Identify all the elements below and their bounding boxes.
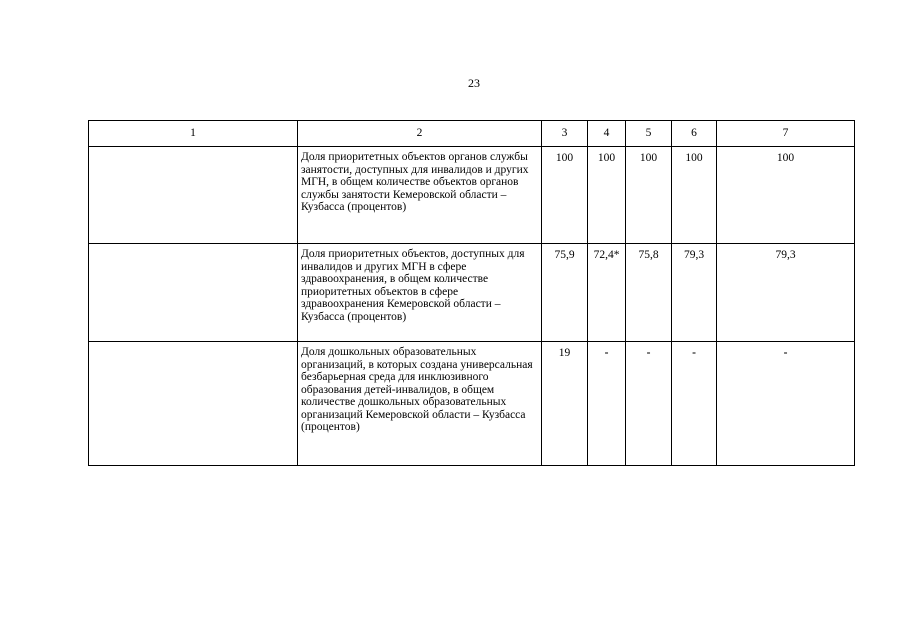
row-label-cell: [89, 147, 298, 244]
value-cell: -: [717, 342, 855, 466]
header-cell: 2: [298, 121, 542, 147]
value-cell: 75,9: [542, 244, 588, 342]
table-row: [89, 244, 855, 342]
header-cell: 3: [542, 121, 588, 147]
indicator-description: Доля приоритетных объектов, доступных для инвалидов и других МГН в сфере здравоохранения, в общем количестве приоритетных объектов в сфере здравоохранения Кемеровской области – Кузбасса (процентов): [298, 244, 542, 342]
value-cell: -: [626, 342, 672, 466]
indicator-description: Доля дошкольных образовательных организаций, в которых создана универсальная безбарьерная среда для инклюзивного образования детей-инвалидов, в общем количестве дошкольных образовательных организаций Кемеровской области – Кузбасса (процентов): [298, 342, 542, 466]
value-cell: 79,3: [672, 244, 717, 342]
indicator-description: Доля приоритетных объектов органов службы занятости, доступных для инвалидов и других МГН, в общем количестве объектов органов службы занятости Кемеровской области – Кузбасса (процентов): [298, 147, 542, 244]
header-cell: 7: [717, 121, 855, 147]
value-cell: 100: [717, 147, 855, 244]
header-cell: 6: [672, 121, 717, 147]
row-label-cell: [89, 244, 298, 342]
header-cell: 5: [626, 121, 672, 147]
value-cell: -: [588, 342, 626, 466]
table-row: [89, 147, 855, 244]
value-cell: 79,3: [717, 244, 855, 342]
value-cell: 100: [542, 147, 588, 244]
table-row: [89, 342, 855, 466]
page-number: 23: [468, 76, 480, 90]
value-cell: 72,4*: [588, 244, 626, 342]
header-cell: 1: [89, 121, 298, 147]
value-cell: 19: [542, 342, 588, 466]
value-cell: 75,8: [626, 244, 672, 342]
value-cell: 100: [626, 147, 672, 244]
value-cell: 100: [672, 147, 717, 244]
row-label-cell: [89, 342, 298, 466]
header-cell: 4: [588, 121, 626, 147]
table-header-row: [89, 121, 855, 147]
value-cell: 100: [588, 147, 626, 244]
value-cell: -: [672, 342, 717, 466]
indicator-table: [88, 120, 855, 466]
